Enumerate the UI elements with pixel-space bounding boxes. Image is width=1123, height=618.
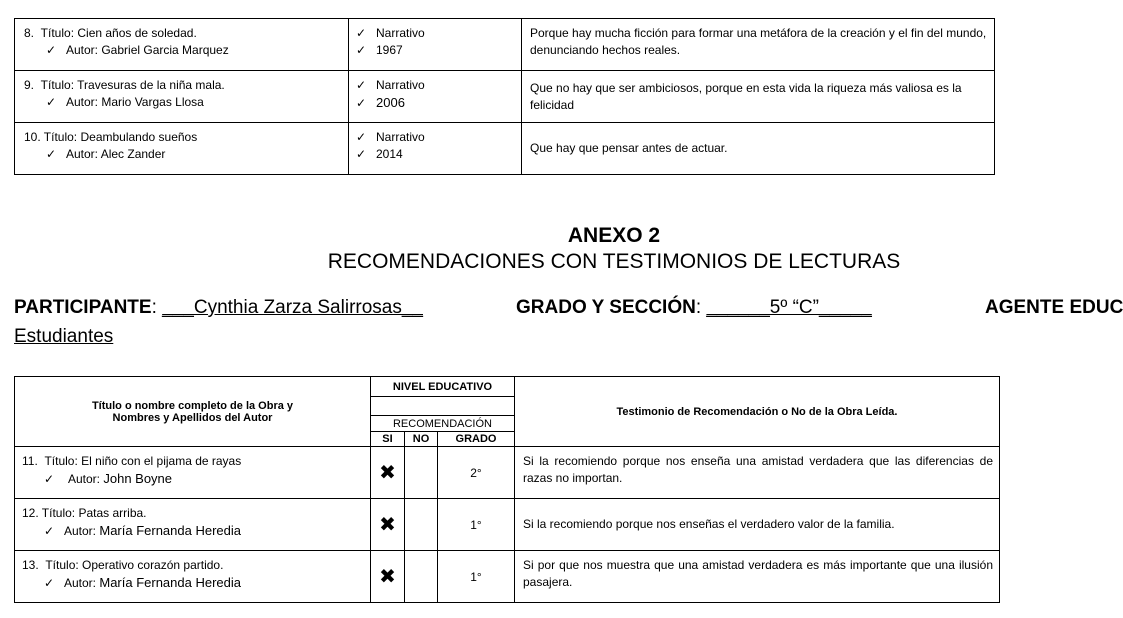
- book-cell: [15, 19, 349, 71]
- participant-line: PARTICIPANTE: ___Cynthia Zarza Salirrosas__ GRADO Y SECCIÓN: ______5º “C”_____ AGENTE EDUC: [14, 297, 1123, 318]
- no-cell: [405, 447, 438, 499]
- testimony-cell: Si la recomiendo porque nos enseña una amistad verdadera que las diferencias de razas no importan.: [515, 447, 1000, 499]
- annex-subtitle: RECOMENDACIONES CON TESTIMONIOS DE LECTURAS: [327, 250, 901, 273]
- check-icon: ✓: [46, 95, 57, 109]
- book-genre: Narrativo: [376, 130, 425, 144]
- book-author: John Boyne: [103, 471, 173, 486]
- book-title: 13. Título: Operativo corazón partido.: [22, 558, 224, 572]
- table-row: [15, 19, 995, 71]
- header-recomendacion: RECOMENDACIÓN: [371, 416, 515, 432]
- table-row: [15, 499, 1000, 551]
- grado-cell: 2°: [438, 447, 515, 499]
- table-row: [15, 71, 995, 123]
- header-si: SI: [371, 432, 405, 447]
- header-blank: [371, 397, 515, 416]
- estudiantes-label: Estudiantes: [14, 326, 114, 347]
- check-icon: ✓: [44, 472, 55, 486]
- book-title: 12. Título: Patas arriba.: [22, 506, 147, 520]
- genre-cell: [349, 71, 522, 123]
- cross-icon: ✖: [371, 447, 405, 499]
- check-icon: ✓: [356, 96, 367, 110]
- cross-icon: ✖: [371, 551, 405, 603]
- no-cell: [405, 499, 438, 551]
- header-no: NO: [405, 432, 438, 447]
- agente-label: AGENTE EDUC: [985, 297, 1123, 318]
- annex-title: ANEXO 2: [567, 224, 661, 247]
- check-icon: ✓: [44, 524, 55, 538]
- book-genre: Narrativo: [376, 26, 425, 40]
- book-year: 2006: [376, 95, 405, 110]
- check-icon: ✓: [356, 43, 367, 57]
- participant-label: PARTICIPANTE: [14, 297, 152, 318]
- book-cell: [15, 123, 349, 175]
- book-cell: [15, 499, 371, 551]
- check-icon: ✓: [356, 130, 367, 144]
- genre-cell: [349, 123, 522, 175]
- book-author: Autor: Alec Zander: [66, 147, 166, 161]
- participant-name: ___Cynthia Zarza Salirrosas__: [162, 297, 423, 318]
- comment-cell: Porque hay mucha ficción para formar una metáfora de la creación y el fin del mundo, denunciando hechos reales.: [522, 19, 995, 71]
- check-icon: ✓: [356, 26, 367, 40]
- book-title: 11. Título: El niño con el pijama de rayas: [22, 454, 242, 468]
- grado-label: GRADO Y SECCIÓN: [516, 297, 696, 318]
- no-cell: [405, 551, 438, 603]
- check-icon: ✓: [46, 43, 57, 57]
- genre-cell: [349, 19, 522, 71]
- comment-cell: Que hay que pensar antes de actuar.: [522, 123, 995, 175]
- check-icon: ✓: [356, 78, 367, 92]
- grado-seccion: GRADO Y SECCIÓN: ______5º “C”_____: [516, 297, 872, 318]
- grado-value: ______5º “C”_____: [706, 297, 872, 318]
- header-nivel: NIVEL EDUCATIVO: [371, 377, 515, 397]
- table-row: [15, 447, 1000, 499]
- header-testimonio: Testimonio de Recomendación o No de la Obra Leída.: [515, 377, 1000, 447]
- table-row: [15, 551, 1000, 603]
- book-cell: [15, 447, 371, 499]
- book-author-prefix: Autor:: [68, 472, 104, 486]
- table-row: [15, 123, 995, 175]
- book-year: 1967: [376, 43, 403, 57]
- cross-icon: ✖: [371, 499, 405, 551]
- book-title: 9. Título: Travesuras de la niña mala.: [24, 78, 225, 92]
- check-icon: ✓: [356, 147, 367, 161]
- book-author-prefix: Autor:: [64, 524, 100, 538]
- books-table-top: [14, 18, 995, 175]
- comment-cell: Que no hay que ser ambiciosos, porque en esta vida la riqueza más valiosa es la felicidad: [522, 71, 995, 123]
- recommendations-table: [14, 376, 1000, 603]
- book-title: 8. Título: Cien años de soledad.: [24, 26, 197, 40]
- book-author: María Fernanda Heredia: [99, 575, 241, 590]
- check-icon: ✓: [46, 147, 57, 161]
- grado-cell: 1°: [438, 499, 515, 551]
- testimony-cell: Si la recomiendo porque nos enseñas el verdadero valor de la familia.: [515, 499, 1000, 551]
- book-genre: Narrativo: [376, 78, 425, 92]
- book-year: 2014: [376, 147, 403, 161]
- book-cell: [15, 71, 349, 123]
- check-icon: ✓: [44, 576, 55, 590]
- grado-cell: 1°: [438, 551, 515, 603]
- testimony-cell: Si por que nos muestra que una amistad verdadera es más importante que una ilusión pasajera.: [515, 551, 1000, 603]
- header-title-author: Título o nombre completo de la Obra y Nombres y Apellidos del Autor: [15, 377, 371, 447]
- book-author-prefix: Autor:: [64, 576, 100, 590]
- book-author: Autor: Mario Vargas Llosa: [66, 95, 204, 109]
- book-cell: [15, 551, 371, 603]
- book-author: Autor: Gabriel Garcia Marquez: [66, 43, 229, 57]
- header-grado: GRADO: [438, 432, 515, 447]
- book-title: 10. Título: Deambulando sueños: [24, 130, 198, 144]
- book-author: María Fernanda Heredia: [99, 523, 241, 538]
